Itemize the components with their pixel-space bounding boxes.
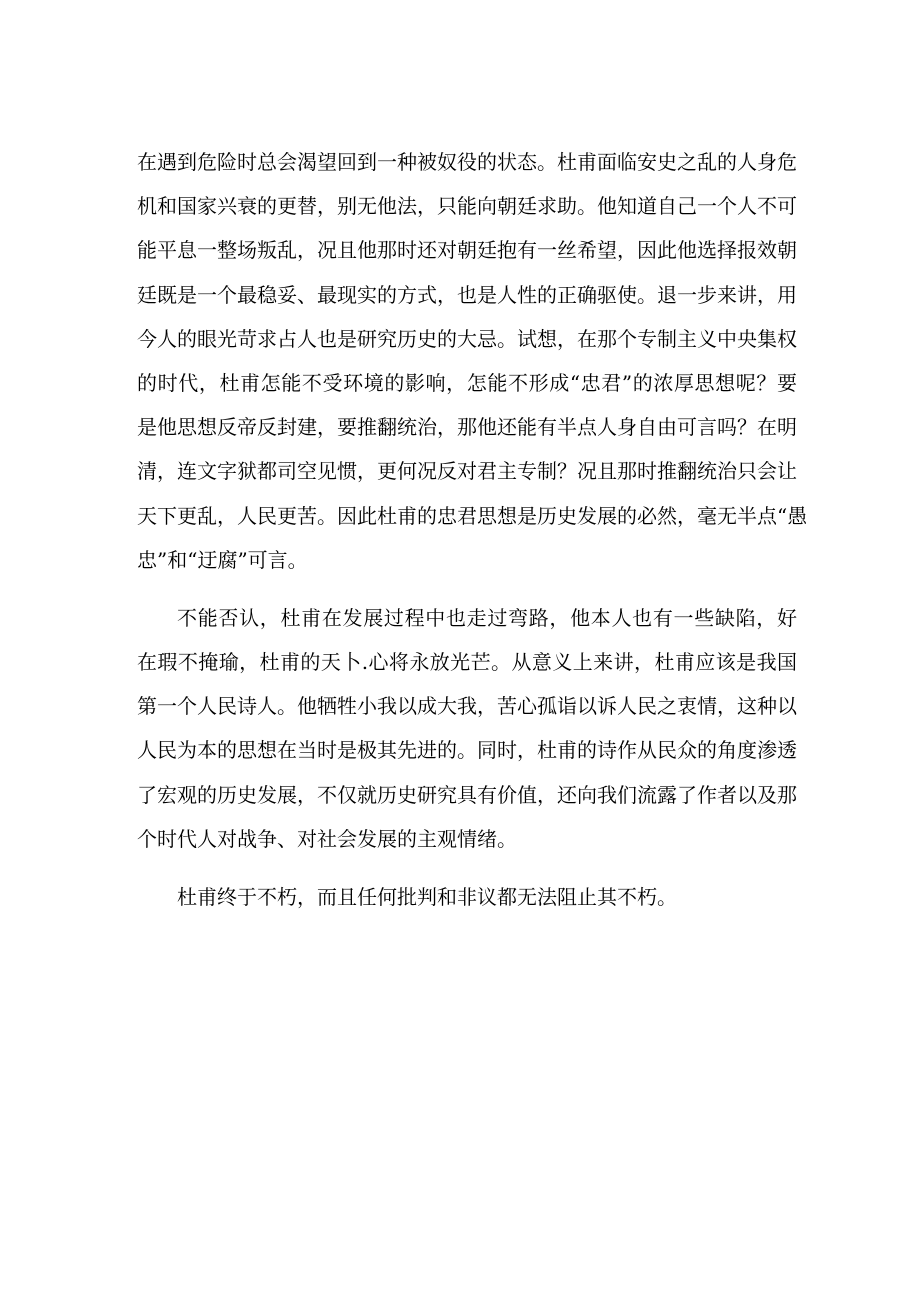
paragraph-spacer xyxy=(137,861,797,875)
paragraph-2 xyxy=(137,596,797,861)
paragraph-line: 清，连文字狱都司空见惯，更何况反对君主专制？况且那时推翻统治只会让 xyxy=(137,459,797,484)
paragraph-line: 在瑕不掩瑜，杜甫的天卜.心将永放光芒。从意义上来讲，杜甫应该是我国 xyxy=(137,650,797,675)
paragraph-line: 第一个人民诗人。他牺牲小我以成大我，苦心孤诣以诉人民之衷情，这种以 xyxy=(137,694,797,719)
paragraph-line: 了宏观的历史发展，不仅就历史研究具有价值，还向我们流露了作者以及那 xyxy=(137,782,797,807)
paragraph-1 xyxy=(137,140,808,582)
paragraph-spacer xyxy=(137,582,797,596)
paragraph-3 xyxy=(137,875,797,919)
paragraph-line: 在遇到危险时总会渴望回到一种被奴役的状态。杜甫面临安史之乱的人身危 xyxy=(137,150,797,174)
paragraph-line: 杜甫终于不朽，而且任何批判和非议都无法阻止其不朽。 xyxy=(177,885,677,909)
paragraph-line: 廷既是一个最稳妥、最现实的方式，也是人性的正确驱使。退一步来讲，用 xyxy=(137,282,797,307)
paragraph-line: 不能否认，杜甫在发展过程中也走过弯路，他本人也有一些缺陷，好 xyxy=(177,605,797,630)
document-body xyxy=(137,140,808,919)
paragraph-line: 能平息一整场叛乱，况且他那时还对朝廷抱有一丝希望，因此他选择报效朝 xyxy=(137,238,797,263)
paragraph-line: 的时代，杜甫怎能不受环境的影响，怎能不形成“忠君”的浓厚思想呢？要 xyxy=(137,370,797,395)
paragraph-line: 天下更乱，人民更苦。因此杜甫的忠君思想是历史发展的必然，毫无半点“愚 xyxy=(137,503,808,528)
paragraph-line: 今人的眼光苛求占人也是研究历史的大忌。试想，在那个专制主义中央集权 xyxy=(137,326,797,351)
paragraph-line: 是他思想反帝反封建，要推翻统治，那他还能有半点人身自由可言吗？在明 xyxy=(137,415,797,440)
paragraph-line: 个时代人对战争、对社会发展的主观情绪。 xyxy=(137,826,517,851)
paragraph-line: 机和国家兴衰的更替，别无他法，只能向朝廷求助。他知道自己一个人不可 xyxy=(137,194,797,219)
paragraph-line: 忠”和“迂腐”可言。 xyxy=(137,547,308,572)
paragraph-line: 人民为本的思想在当时是极其先进的。同时，杜甫的诗作从民众的角度渗透 xyxy=(137,738,797,763)
